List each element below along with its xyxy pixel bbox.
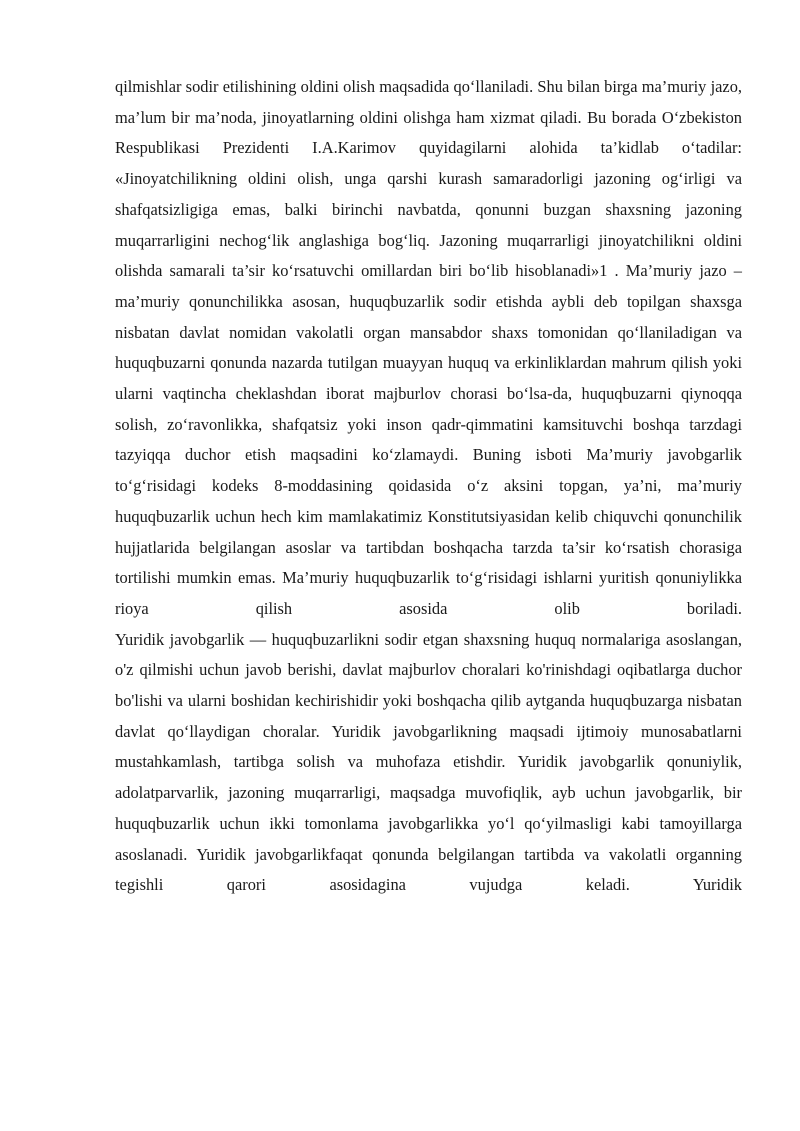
- document-page: [115, 72, 742, 901]
- paragraph-legal-liability: Yuridik javobgarlik — huquqbuzarlikni sodir etgan shaxsning huquq normalariga asoslangan, o'z qilmishi uchun javob berishi, davlat majburlov choralari ko'rinishdagi oqibatlarga duchor bo'lishi va ularni boshidan kechirishidir yoki boshqacha qilib aytganda huquqbuzarga nisbatan davlat qo‘llaydigan choralar. Yuridik javobgarlikning maqsadi ijtimoiy munosabatlarni mustahkamlash, tartibga solish va muhofaza etishdir. Yuridik javobgarlik qonuniylik, adolatparvarlik, jazoning muqarrarligi, maqsadga muvofiqlik, ayb uchun javobgarlik, bir huquqbuzarlik uchun ikki tomonlama javobgarlikka yo‘l qo‘yilmasligi kabi tamoyillarga asoslanadi. Yuridik javobgarlikfaqat qonunda belgilangan tartibda va vakolatli organning tegishli qarori asosidagina vujudga keladi. Yuridik: [115, 629, 742, 895]
- paragraph-administrative-punishment: qilmishlar sodir etilishining oldini olish maqsadida qo‘llaniladi. Shu bilan birga ma’muriy jazo, ma’lum bir ma’noda, jinoyatlarning oldini olishga ham xizmat qiladi. Bu borada O‘zbekiston Respublikasi Prezidenti I.A.Karimov quyidagilarni alohida ta’kidlab o‘tadilar: «Jinoyatchilikning oldini olish, unga qarshi kurash samaradorligi jazoning og‘irligi va shafqatsizligiga emas, balki birinchi navbatda, qonunni buzgan shaxsning jazoning muqarrarligini nechog‘lik anglashiga bog‘liq. Jazoning muqarrarligi jinoyatchilikni oldini olishda samarali ta’sir ko‘rsatuvchi omillardan biri bo‘lib hisoblanadi»1 . Ma’muriy jazo – ma’muriy qonunchilikka asosan, huquqbuzarlik sodir etishda aybli deb topilgan shaxsga nisbatan davlat nomidan vakolatli organ mansabdor shaxs tomonidan qo‘llaniladigan va huquqbuzarni qonunda nazarda tutilgan muayyan huquq va erkinliklardan mahrum qilish yoki ularni vaqtincha cheklashdan iborat majburlov chorasi bo‘lsa-da, huquqbuzarni qiynoqqa solish, zo‘ravonlikka, shafqatsiz yoki inson qadr-qimmatini kamsituvchi boshqa tarzdagi tazyiqqa duchor etish maqsadini ko‘zlamaydi. Buning isboti Ma’muriy javobgarlik to‘g‘risidagi kodeks 8-moddasining qoidasida o‘z aksini topgan, ya’ni, ma’muriy huquqbuzarlik uchun hech kim mamlakatimiz Konstitutsiyasidan kelib chiquvchi qonunchilik hujjatlarida belgilangan asoslar va tartibdan boshqacha tarzda ta’sir ko‘rsatish chorasiga tortilishi mumkin emas. Ma’muriy huquqbuzarlik to‘g‘risidagi ishlarni yuritish qonuniylikka rioya qilish asosida olib boriladi.: [115, 77, 742, 618]
